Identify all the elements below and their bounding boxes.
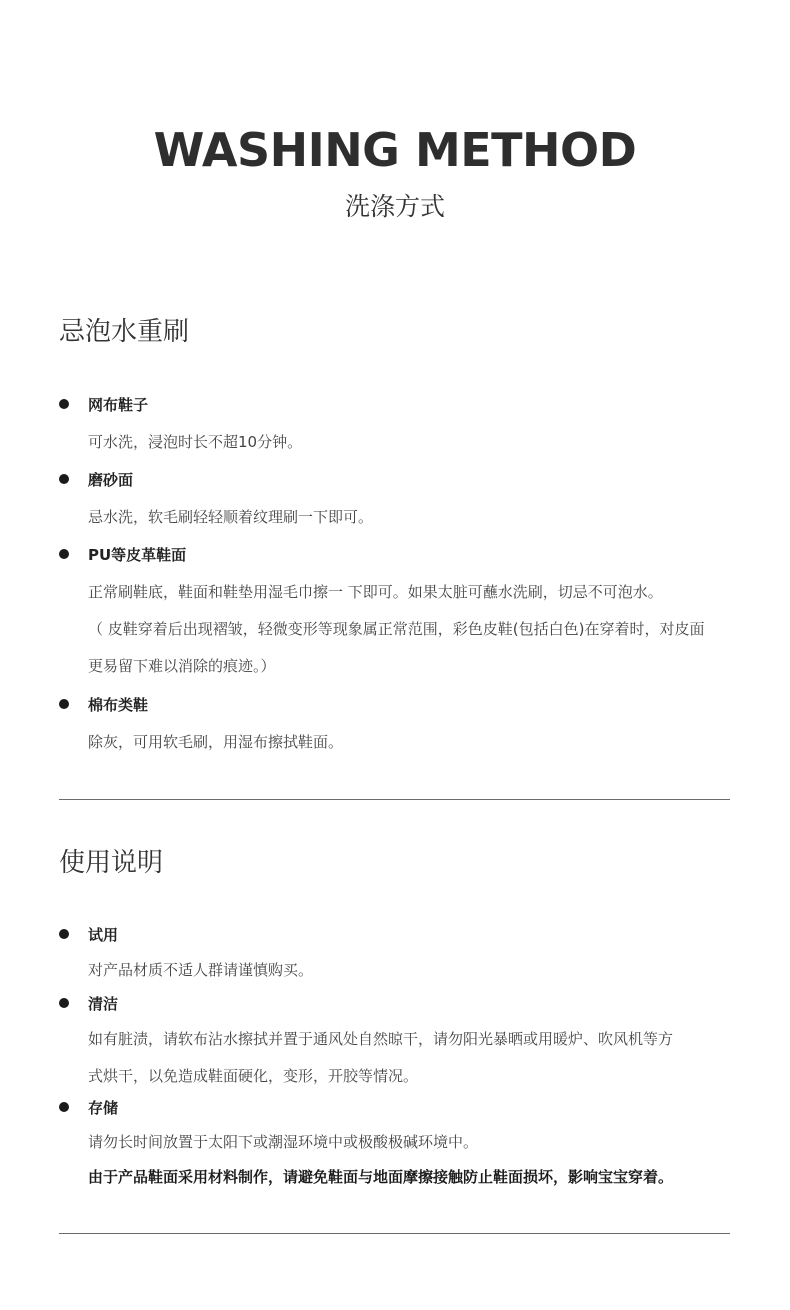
bullet-icon [59, 998, 69, 1008]
section-divider [59, 799, 730, 800]
usage-item-storage [59, 1097, 749, 1188]
washing-item-mesh [59, 394, 749, 453]
item-heading: 试用 [59, 924, 749, 946]
washing-item-pu [59, 544, 749, 677]
item-text: 除灰，可用软毛刷，用湿布擦拭鞋面。 [88, 733, 344, 751]
item-text: 忌水洗，软毛刷轻轻顺着纹理刷一下即可。 [88, 508, 374, 526]
usage-item-cleaning [59, 993, 749, 1087]
section-divider [59, 1233, 730, 1234]
item-heading: PU等皮革鞋面 [59, 544, 749, 566]
washing-item-canvas [59, 694, 749, 753]
bullet-icon [59, 474, 69, 484]
item-heading: 存储 [59, 1097, 749, 1119]
bullet-icon [59, 699, 69, 709]
usage-note: 由于产品鞋面采用材料制作，请避免鞋面与地面摩擦接触防止鞋面损坏，影响宝宝穿着。 [88, 1168, 674, 1186]
usage-section-title: 使用说明 [59, 848, 164, 878]
item-text: 正常刷鞋底，鞋面和鞋垫用湿毛巾擦一 下即可。如果太脏可蘸水洗刷，切忌不可泡水。 [88, 583, 663, 601]
item-text: 如有脏渍，请软布沾水擦拭并置于通风处自然晾干，请勿阳光暴晒或用暖炉、吹风机等方 [88, 1030, 674, 1048]
page-title: WASHING METHOD [153, 123, 637, 177]
washing-section [59, 314, 749, 350]
bullet-icon [59, 1102, 69, 1112]
bullet-icon [59, 929, 69, 939]
item-text: 可水洗，浸泡时长不超10分钟。 [88, 433, 303, 451]
usage-item-trial [59, 924, 749, 981]
item-heading: 棉布类鞋 [59, 694, 749, 716]
item-text: 式烘干，以免造成鞋面硬化，变形，开胶等情况。 [88, 1067, 419, 1085]
bullet-icon [59, 549, 69, 559]
washing-item-suede [59, 469, 749, 528]
page-subtitle: 洗涤方式 [344, 192, 445, 221]
usage-section [59, 845, 749, 881]
washing-section-title: 忌泡水重刷 [59, 317, 190, 347]
item-heading: 清洁 [59, 993, 749, 1015]
bullet-icon [59, 399, 69, 409]
item-text: 请勿长时间放置于太阳下或潮湿环境中或极酸极碱环境中。 [88, 1133, 479, 1151]
item-text: 对产品材质不适人群请谨慎购买。 [88, 961, 314, 979]
item-text: （ 皮鞋穿着后出现褶皱，轻微变形等现象属正常范围，彩色皮鞋(包括白色)在穿着时，对皮面 [88, 620, 705, 638]
item-text: 更易留下难以消除的痕迹。） [88, 657, 276, 675]
item-heading: 磨砂面 [59, 469, 749, 491]
item-heading: 网布鞋子 [59, 394, 749, 416]
